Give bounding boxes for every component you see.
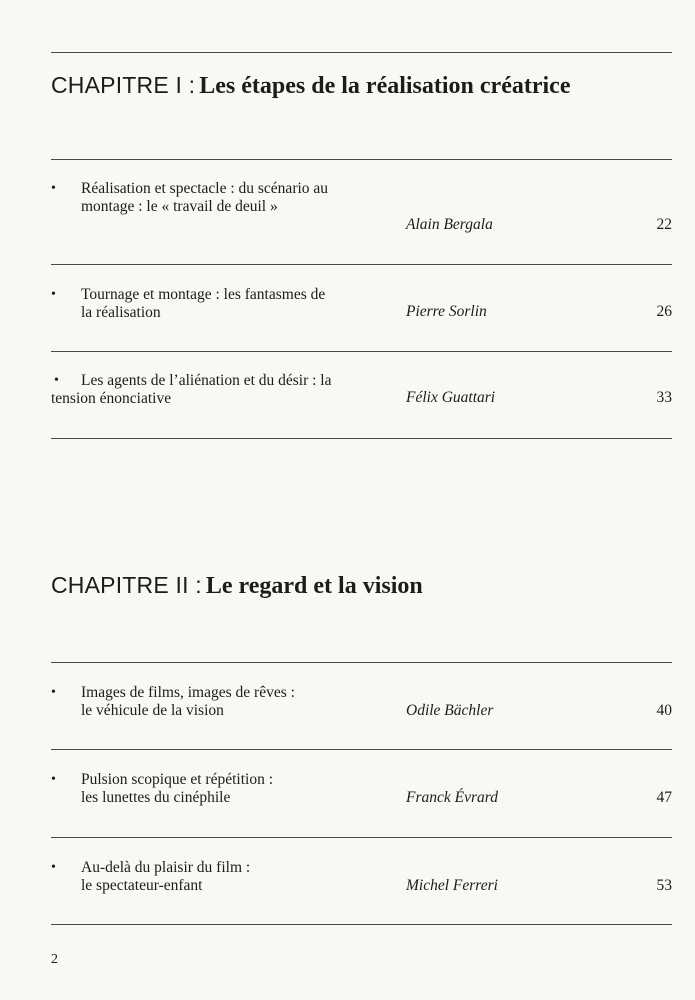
entry-author: Pierre Sorlin [406, 303, 487, 320]
chapter-heading-1 [51, 74, 681, 98]
divider [51, 159, 672, 160]
divider [51, 662, 672, 663]
bullet-icon: • [51, 685, 56, 700]
entry-page-number: 53 [656, 877, 672, 894]
page-number: 2 [51, 952, 58, 967]
divider [51, 837, 672, 838]
toc-entry[interactable] [51, 180, 672, 240]
toc-entry[interactable] [51, 771, 672, 811]
entry-page-number: 47 [656, 789, 672, 806]
entry-page-number: 22 [656, 216, 672, 233]
toc-entry[interactable] [51, 859, 672, 899]
bullet-icon: • [54, 373, 59, 388]
toc-entry[interactable] [51, 372, 672, 412]
divider-top [51, 52, 672, 53]
divider [51, 351, 672, 352]
entry-title: Réalisation et spectacle : du scénario au montage : le « travail de deuil » [81, 180, 329, 215]
toc-entry[interactable] [51, 286, 672, 326]
chapter-label: CHAPITRE I : [51, 72, 196, 98]
entry-title: Images de films, images de rêves : le véhicule de la vision [81, 684, 295, 719]
toc-entry[interactable] [51, 684, 672, 724]
bullet-icon: • [51, 860, 56, 875]
entry-title: Les agents de l’aliénation et du désir : la tension énonciative [51, 372, 332, 407]
entry-author: Michel Ferreri [406, 877, 498, 894]
entry-author: Franck Évrard [406, 789, 498, 806]
entry-page-number: 26 [656, 303, 672, 320]
entry-title: Au-delà du plaisir du film : le spectateur-enfant [81, 859, 251, 894]
entry-page-number: 33 [656, 389, 672, 406]
bullet-icon: • [51, 181, 56, 196]
bullet-icon: • [51, 287, 56, 302]
chapter-title: Les étapes de la réalisation créatrice [199, 73, 571, 99]
chapter-title: Le regard et la vision [205, 573, 423, 599]
divider [51, 264, 672, 265]
divider [51, 924, 672, 925]
entry-title: Tournage et montage : les fantasmes de la réalisation [81, 286, 326, 321]
entry-title: Pulsion scopique et répétition : les lunettes du cinéphile [81, 771, 274, 806]
divider [51, 438, 672, 439]
bullet-icon: • [51, 772, 56, 787]
entry-author: Félix Guattari [406, 389, 496, 406]
chapter-heading-2 [51, 574, 681, 598]
entry-author: Alain Bergala [406, 216, 493, 233]
entry-page-number: 40 [656, 702, 672, 719]
entry-author: Odile Bächler [406, 702, 494, 719]
chapter-label: CHAPITRE II : [51, 572, 202, 598]
divider [51, 749, 672, 750]
